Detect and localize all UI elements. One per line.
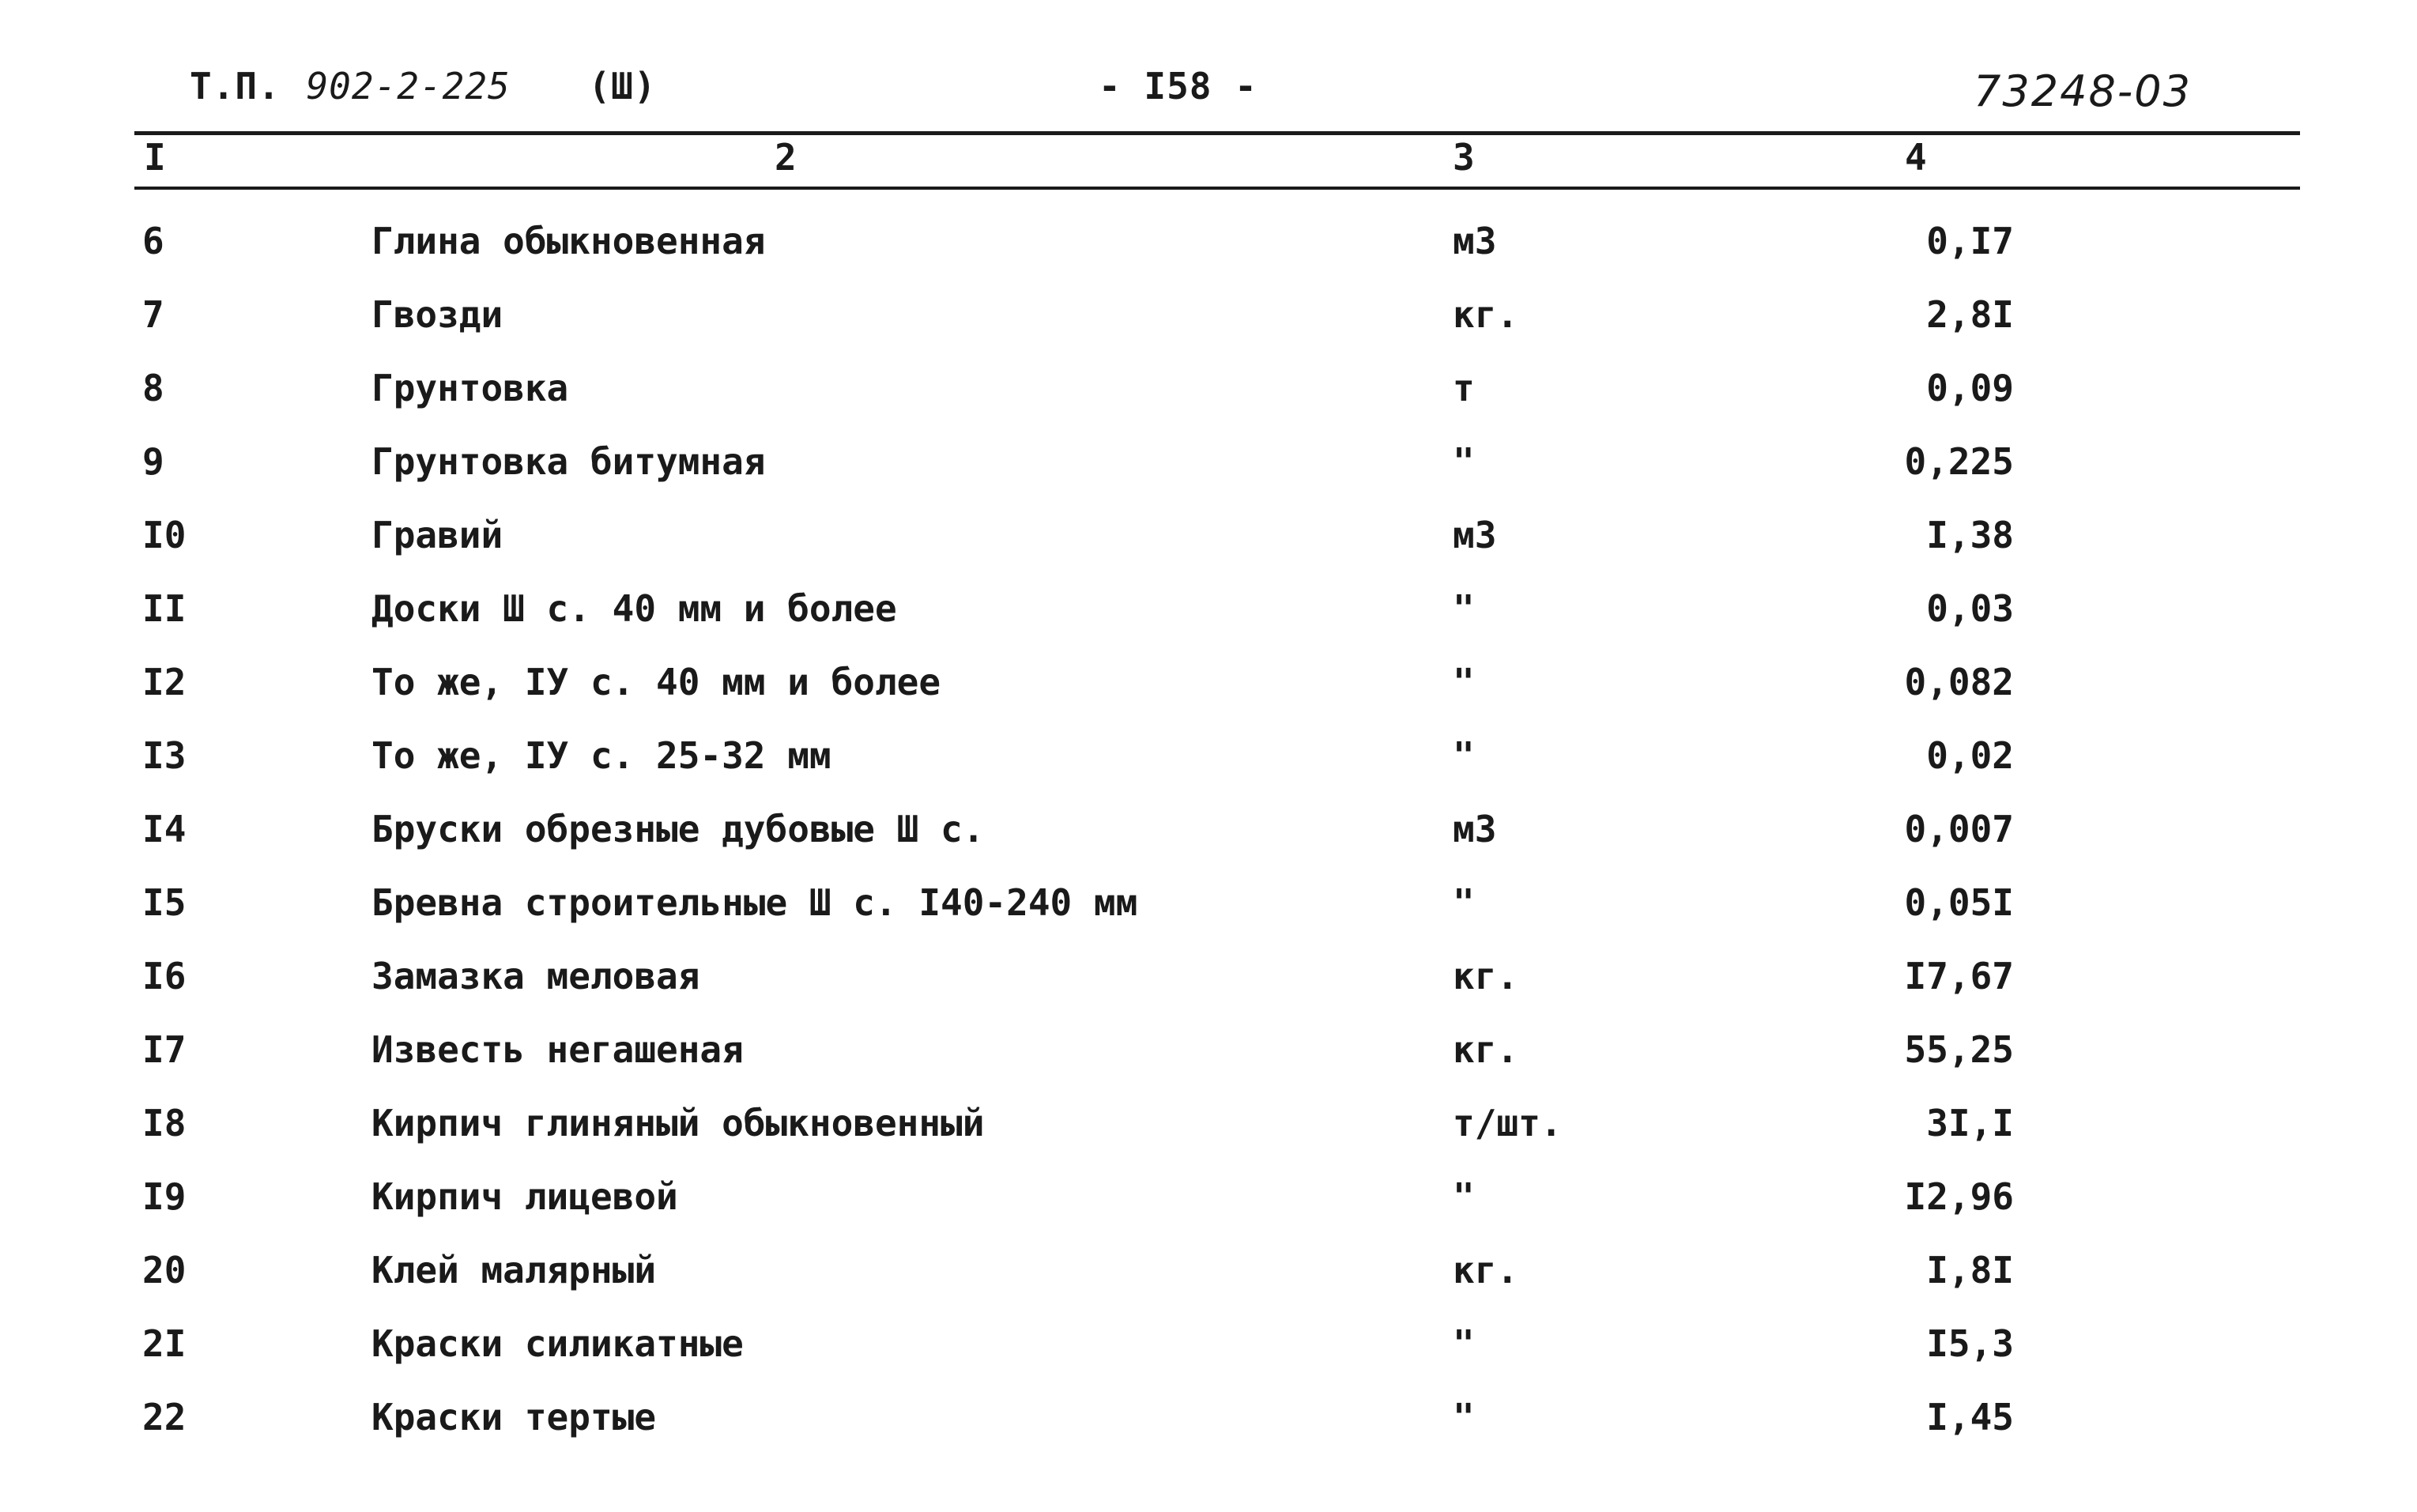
table-row: [0, 881, 2417, 945]
material-name: Краски силикатные: [371, 1322, 744, 1365]
table-row: [0, 293, 2417, 356]
quantity: 0,03: [1926, 587, 2014, 630]
material-name: Краски тертые: [371, 1396, 657, 1438]
quantity: 0,05I: [1904, 881, 2014, 924]
row-number: I9: [142, 1175, 187, 1218]
quantity: I,8I: [1926, 1249, 2014, 1291]
table-row: [0, 514, 2417, 577]
material-name: То же, IУ с. 25-32 мм: [371, 734, 831, 777]
quantity: I2,96: [1904, 1175, 2014, 1218]
unit-of-measure: ": [1453, 881, 1475, 924]
quantity: 2,8I: [1926, 293, 2014, 336]
unit-of-measure: ": [1453, 440, 1475, 483]
quantity: 0,082: [1904, 661, 2014, 703]
material-name: То же, IУ с. 40 мм и более: [371, 661, 941, 703]
table-row: [0, 220, 2417, 283]
quantity: 0,I7: [1926, 220, 2014, 262]
row-number: I0: [142, 514, 187, 556]
material-name: Кирпич глиняный обыкновенный: [371, 1102, 985, 1144]
row-number: 2I: [142, 1322, 187, 1365]
header-rule-bottom: [134, 187, 2300, 190]
row-number: I5: [142, 881, 187, 924]
material-name: Известь негашеная: [371, 1028, 744, 1071]
quantity: I,38: [1926, 514, 2014, 556]
unit-of-measure: т: [1453, 367, 1475, 409]
unit-of-measure: т/шт.: [1453, 1102, 1563, 1144]
row-number: I7: [142, 1028, 187, 1071]
row-number: II: [142, 587, 187, 630]
header-series: Т.П.: [190, 65, 281, 107]
material-name: Гвозди: [371, 293, 503, 336]
table-row: [0, 1028, 2417, 1092]
unit-of-measure: м3: [1453, 514, 1497, 556]
material-name: Доски Ш с. 40 мм и более: [371, 587, 897, 630]
unit-of-measure: кг.: [1453, 293, 1519, 336]
row-number: 9: [142, 440, 164, 483]
table-row: [0, 1102, 2417, 1165]
unit-of-measure: ": [1453, 734, 1475, 777]
unit-of-measure: ": [1453, 1322, 1475, 1365]
material-name: Бруски обрезные дубовые Ш с.: [371, 808, 985, 850]
row-number: 8: [142, 367, 164, 409]
material-name: Клей малярный: [371, 1249, 657, 1291]
quantity: 0,007: [1904, 808, 2014, 850]
column-number-2: 2: [775, 136, 797, 179]
material-name: Грунтовка битумная: [371, 440, 766, 483]
column-number-4: 4: [1905, 136, 1927, 179]
row-number: 7: [142, 293, 164, 336]
table-row: [0, 1175, 2417, 1239]
table-row: [0, 1322, 2417, 1386]
unit-of-measure: м3: [1453, 220, 1497, 262]
table-row: [0, 587, 2417, 650]
column-number-3: 3: [1453, 136, 1475, 179]
unit-of-measure: ": [1453, 661, 1475, 703]
row-number: I8: [142, 1102, 187, 1144]
material-name: Бревна строительные Ш с. I40-240 мм: [371, 881, 1138, 924]
unit-of-measure: ": [1453, 1396, 1475, 1438]
quantity: 0,09: [1926, 367, 2014, 409]
header-project-number: 902-2-225: [306, 65, 511, 107]
table-row: [0, 808, 2417, 871]
unit-of-measure: кг.: [1453, 955, 1519, 997]
header-rule-top: [134, 131, 2300, 135]
row-number: I6: [142, 955, 187, 997]
unit-of-measure: м3: [1453, 808, 1497, 850]
material-name: Грунтовка: [371, 367, 569, 409]
quantity: I5,3: [1926, 1322, 2014, 1365]
material-name: Гравий: [371, 514, 503, 556]
unit-of-measure: ": [1453, 587, 1475, 630]
row-number: I2: [142, 661, 187, 703]
unit-of-measure: кг.: [1453, 1249, 1519, 1291]
inventory-number: 73248-03: [1974, 66, 2192, 116]
header-volume: (Ш): [588, 65, 657, 107]
row-number: 6: [142, 220, 164, 262]
quantity: 55,25: [1904, 1028, 2014, 1071]
material-name: Замазка меловая: [371, 955, 700, 997]
unit-of-measure: ": [1453, 1175, 1475, 1218]
material-name: Кирпич лицевой: [371, 1175, 678, 1218]
row-number: I3: [142, 734, 187, 777]
table-row: [0, 1249, 2417, 1312]
table-row: [0, 955, 2417, 1018]
header-project-code: [190, 65, 657, 107]
quantity: I,45: [1926, 1396, 2014, 1438]
table-row: [0, 734, 2417, 797]
table-row: [0, 367, 2417, 430]
quantity: 3I,I: [1926, 1102, 2014, 1144]
page-number: - I58 -: [1099, 65, 1258, 107]
table-row: [0, 1396, 2417, 1459]
material-name: Глина обыкновенная: [371, 220, 766, 262]
quantity: 0,02: [1926, 734, 2014, 777]
unit-of-measure: кг.: [1453, 1028, 1519, 1071]
column-number-1: I: [144, 136, 166, 179]
table-row: [0, 440, 2417, 503]
row-number: 20: [142, 1249, 187, 1291]
quantity: 0,225: [1904, 440, 2014, 483]
row-number: I4: [142, 808, 187, 850]
quantity: I7,67: [1904, 955, 2014, 997]
row-number: 22: [142, 1396, 187, 1438]
table-row: [0, 661, 2417, 724]
